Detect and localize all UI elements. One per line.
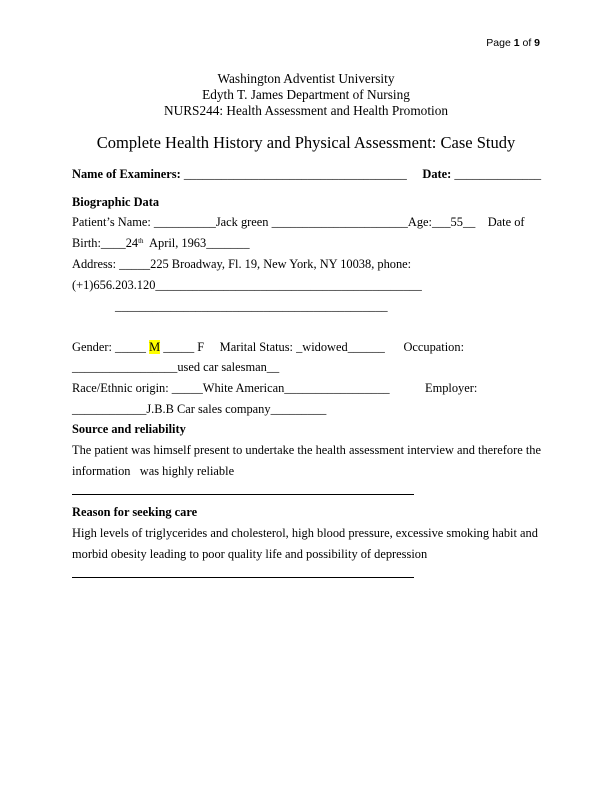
examiners-label: Name of Examiners: — [72, 167, 181, 181]
birth-line: Birth:____24th April, 1963_______ — [72, 236, 250, 250]
reason-text-2: morbid obesity leading to poor quality life and possibility of depression — [72, 547, 428, 561]
patient-name-line: Patient’s Name: __________Jack green ______________________Age:___55__ Date of — [72, 215, 525, 229]
page-total: 9 — [534, 37, 540, 49]
reason-underline — [72, 577, 414, 578]
course-name: NURS244: Health Assessment and Health Promotion — [163, 103, 449, 118]
document-title: Complete Health History and Physical Assessment: Case Study — [96, 133, 516, 152]
race-line: Race/Ethnic origin: _____White American_________________ — [72, 381, 390, 395]
gender-selected-highlight: M — [149, 340, 161, 354]
university-name: Washington Adventist University — [217, 71, 395, 86]
examiners-field: ____________________________________ — [180, 167, 407, 181]
source-text-1: The patient was himself present to undertake the health assessment interview and therefore the — [72, 443, 541, 457]
address-line-3: ____________________________________________ — [115, 299, 388, 313]
address-line-1: Address: _____225 Broadway, Fl. 19, New York, NY 10038, phone: — [72, 257, 412, 271]
page-number: Page 1 of 9 — [486, 37, 540, 49]
source-underline — [72, 494, 414, 495]
ordinal-suffix: th — [138, 237, 144, 245]
employer-label: Employer: — [425, 381, 478, 395]
examiners-row — [72, 166, 541, 182]
date-label: Date: — [422, 167, 452, 181]
biographic-heading: Biographic Data — [72, 195, 160, 209]
address-line-2: (+1)656.203.120___________________________________________ — [72, 278, 422, 292]
source-text-2: information was highly reliable — [72, 464, 235, 478]
reason-text-1: High levels of triglycerides and cholesterol, high blood pressure, excessive smoking habit and — [72, 526, 538, 540]
date-field: ______________ — [451, 167, 542, 181]
department-name: Edyth T. James Department of Nursing — [202, 87, 410, 102]
page-current: 1 — [513, 37, 520, 49]
reason-heading: Reason for seeking care — [72, 505, 198, 519]
source-heading: Source and reliability — [72, 422, 186, 436]
occupation-line: _________________used car salesman__ — [72, 360, 280, 374]
gender-line: Gender: _____ M _____ F Marital Status: _widowed______ Occupation: — [72, 340, 465, 354]
employer-line: ____________J.B.B Car sales company_________ — [72, 402, 327, 416]
document-header — [0, 71, 612, 119]
